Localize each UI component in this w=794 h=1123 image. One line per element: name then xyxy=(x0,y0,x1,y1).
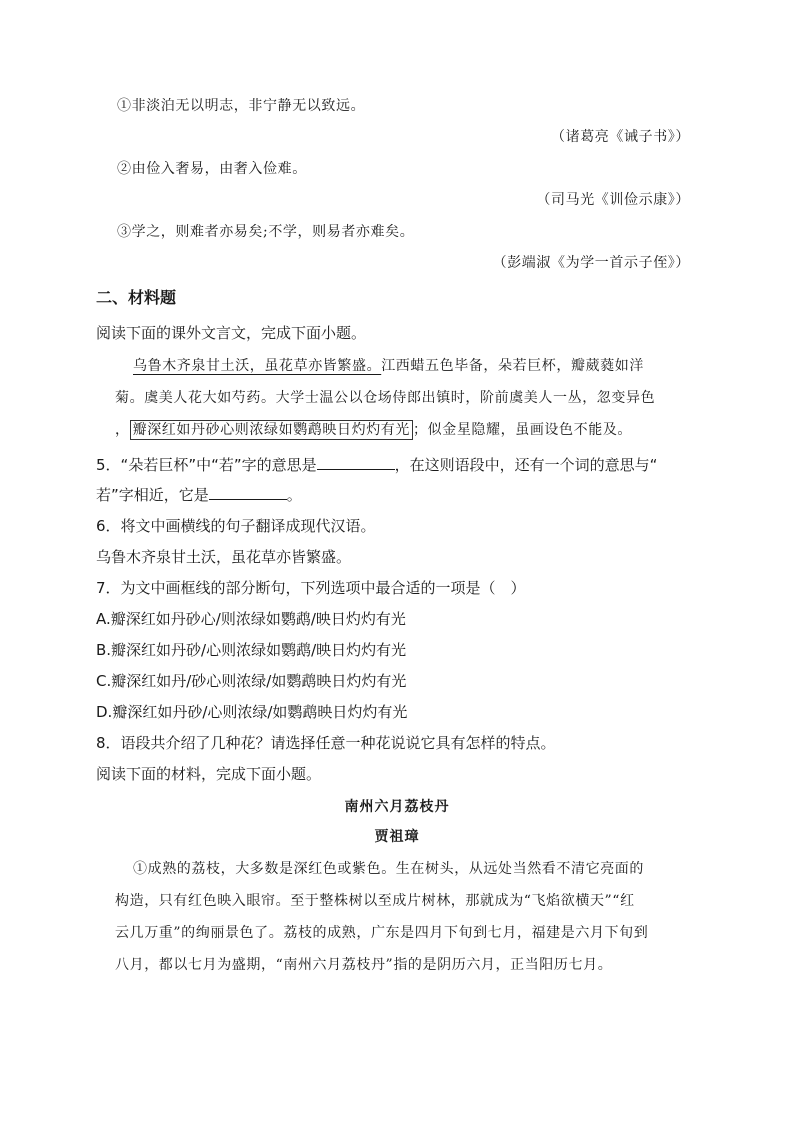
quote-2-source: （司马光《训俭示康》） xyxy=(536,192,690,208)
passage-line-3-rest: ；似金星隐耀，虽画设色不能及。 xyxy=(413,422,633,438)
quote-1-source: （诸葛亮《诫子书》） xyxy=(551,129,690,145)
section-intro-2: 阅读下面的材料，完成下面小题。 xyxy=(96,765,322,783)
option-c[interactable]: C.瓣深红如丹/砂心则浓绿/如鹦鹉映日灼灼有光 xyxy=(96,672,407,690)
article-title: 南州六月荔枝丹 xyxy=(344,799,450,815)
option-a[interactable]: A.瓣深红如丹砂心/则浓绿如鹦鹉/映日灼灼有光 xyxy=(96,610,406,628)
question-5-part-d: 。 xyxy=(286,486,302,504)
question-5-line-2 xyxy=(96,485,302,505)
quote-1: ①非淡泊无以明志，非宁静无以致远。 xyxy=(117,98,366,114)
boxed-sentence: 瓣深红如丹砂心则浓绿如鹦鹉映日灼灼有光 xyxy=(130,420,413,440)
question-8: 8．语段共介绍了几种花？请选择任意一种花说说它具有怎样的特点。 xyxy=(96,734,556,752)
option-d[interactable]: D.瓣深红如丹砂/心则浓绿/如鹦鹉映日灼灼有光 xyxy=(96,703,408,721)
option-b[interactable]: B.瓣深红如丹砂/心则浓绿如鹦鹉/映日灼灼有光 xyxy=(96,641,407,659)
passage-line-3 xyxy=(115,420,632,440)
passage-line-1 xyxy=(133,356,644,376)
question-6: 6．将文中画横线的句子翻译成现代汉语。 xyxy=(96,517,376,535)
answer-blank-1[interactable] xyxy=(317,455,395,470)
section-intro: 阅读下面的课外文言文，完成下面小题。 xyxy=(96,324,367,342)
article-line-1: ①成熟的荔枝，大多数是深红色或紫色。生在树头，从远处当然看不清它亮面的 xyxy=(133,861,644,877)
underlined-sentence: 乌鲁木齐泉甘土沃，虽花草亦皆繁盛。 xyxy=(133,358,382,374)
passage-line-1-rest: 江西蜡五色毕备，朵若巨杯，瓣葳蕤如洋 xyxy=(381,358,645,374)
article-line-4: 八月，都以七月为盛期，“南州六月荔枝丹”指的是阴历六月，正当阳历七月。 xyxy=(115,957,613,973)
article-author: 贾祖璋 xyxy=(374,829,420,845)
question-5-part-c: 若”字相近，它是 xyxy=(96,486,209,504)
question-5-part-a: 5．“朵若巨杯”中“若”字的意思是 xyxy=(96,456,317,474)
question-6-sentence: 乌鲁木齐泉甘土沃，虽花草亦皆繁盛。 xyxy=(96,548,352,566)
article-line-2: 构造，只有红色映入眼帘。至于整株树以至成片树林，那就成为“飞焰欲横天”“红 xyxy=(115,893,635,909)
question-7: 7．为文中画框线的部分断句，下列选项中最合适的一项是（ ） xyxy=(96,579,526,597)
quote-2: ②由俭入奢易，由奢入俭难。 xyxy=(117,161,307,177)
question-5-part-b: ，在这则语段中，还有一个词的意思与“ xyxy=(394,456,658,474)
quote-3: ③学之，则难者亦易矣;不学，则易者亦难矣。 xyxy=(117,224,415,240)
passage-line-3-prefix: ， xyxy=(115,422,130,438)
answer-blank-2[interactable] xyxy=(209,485,287,500)
article-line-3: 云几万重”的绚丽景色了。荔枝的成熟，广东是四月下旬到七月，福建是六月下旬到 xyxy=(115,925,649,941)
passage-line-2: 菊。虞美人花大如芍药。大学士温公以仓场侍郎出镇时，阶前虞美人一丛，忽变异色 xyxy=(115,390,656,406)
section-heading: 二、材料题 xyxy=(96,288,177,307)
quote-3-source: （彭端淑《为学一首示子侄》） xyxy=(492,255,690,271)
question-5-line-1 xyxy=(96,455,657,475)
